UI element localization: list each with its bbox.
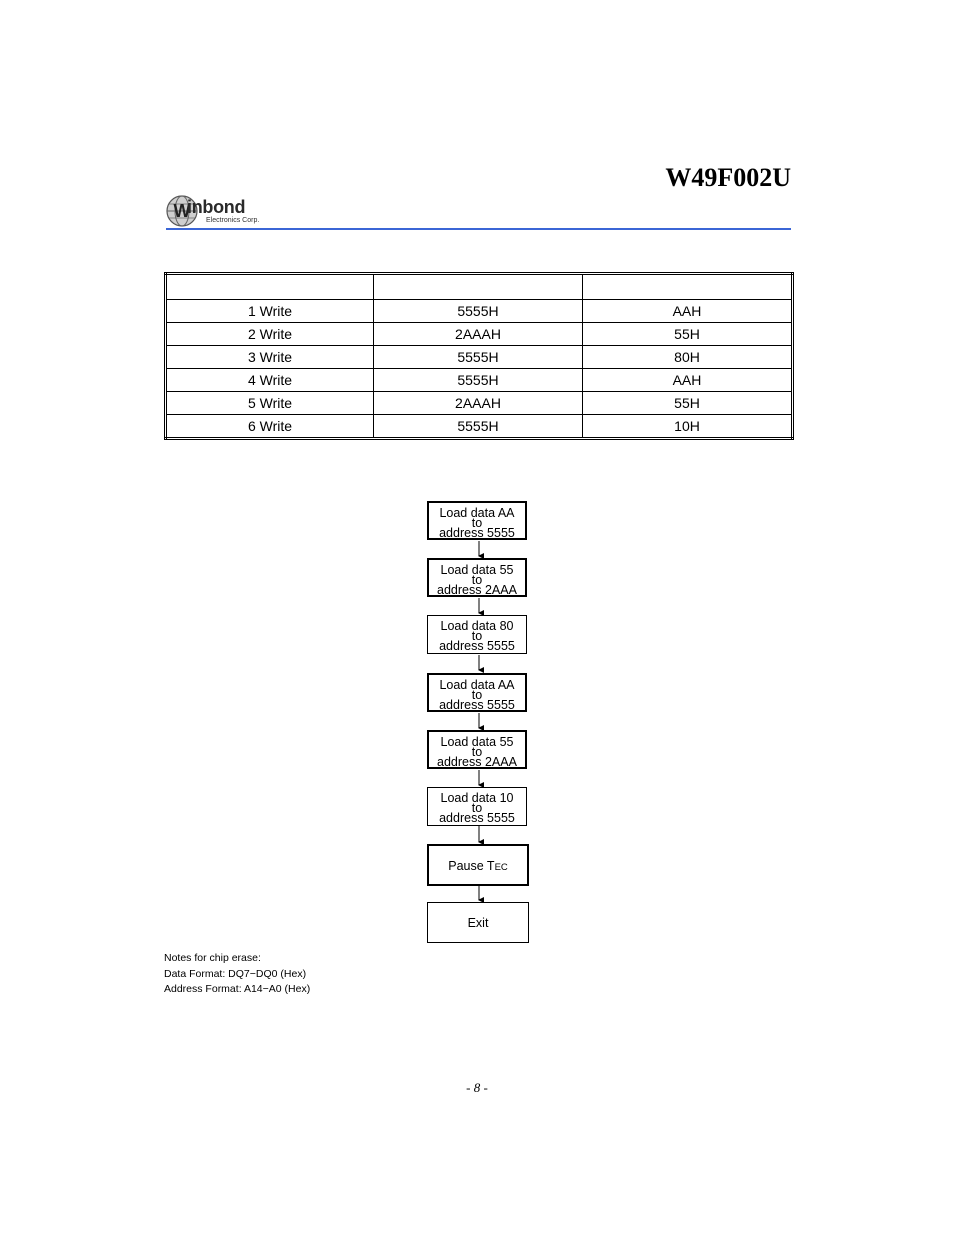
flow-step-load-aa-5555-2 [427,673,527,712]
step-line: address 2AAA [437,755,517,769]
flow-step-load-55-2aaa [427,558,527,597]
step-line: Load data 80 [440,619,514,633]
header-cell [166,274,374,300]
step-line: Load data 10 [440,791,514,805]
logo-wordmark: inbond [187,197,246,217]
step-line: address 5555 [439,698,515,712]
table-header-row [166,274,793,300]
table-cell: 2AAAH [374,392,583,415]
table-cell: 5555H [374,415,583,439]
step-line: to [471,629,483,643]
table-row [166,392,793,415]
command-sequence-table [164,272,794,440]
step-line: to [471,745,483,759]
table-row [166,300,793,323]
step-line: to [471,688,483,702]
step-line: Load data 55 [440,735,514,749]
table-cell: 5 Write [166,392,374,415]
step-line: Load data AA [439,678,515,692]
table-cell: 5555H [374,346,583,369]
table-cell: AAH [583,300,793,323]
header-cell [583,274,793,300]
table-cell: 55H [583,392,793,415]
table-cell: 2AAAH [374,323,583,346]
step-line: address 5555 [439,639,515,653]
notes-title: Notes for chip erase: [164,952,261,964]
pause-label [429,846,527,888]
exit-label: Exit [467,916,489,930]
table-cell: AAH [583,369,793,392]
header-rule [166,228,791,230]
chip-erase-notes [164,951,310,998]
flow-step-load-55-2aaa-2 [427,730,527,769]
header-cell [374,274,583,300]
table-cell: 1 Write [166,300,374,323]
table-row [166,369,793,392]
table-cell: 6 Write [166,415,374,439]
table-cell: 80H [583,346,793,369]
table-cell: 4 Write [166,369,374,392]
logo-subtitle: Electronics Corp. [206,217,260,224]
table-row [166,415,793,439]
pause-text: Pause T [448,859,495,873]
part-number-title: W49F002U [665,163,791,192]
table-cell: 5555H [374,369,583,392]
flow-step-load-80-5555 [427,615,527,654]
svg-text:W: W [173,201,191,221]
pause-subscript: EC [494,862,508,873]
table-row [166,323,793,346]
notes-data-format: Data Format: DQ7−DQ0 (Hex) [164,967,307,980]
table-cell: 10H [583,415,793,439]
notes-address-format: Address Format: A14−A0 (Hex) [164,983,311,995]
flow-step-exit [427,902,529,943]
table-cell: 3 Write [166,346,374,369]
step-line: address 5555 [439,811,515,825]
flow-step-load-aa-5555 [427,501,527,540]
page-number: - 8 - [466,1080,488,1095]
table-cell: 2 Write [166,323,374,346]
step-line: to [471,573,483,587]
winbond-logo [166,193,276,229]
step-line: address 2AAA [437,583,517,597]
step-line: to [471,516,483,530]
flow-step-load-10-5555 [427,787,527,826]
step-line: to [471,801,483,815]
table-row [166,346,793,369]
step-line: address 5555 [439,526,515,540]
table-cell: 5555H [374,300,583,323]
step-line: Load data 55 [440,563,514,577]
step-line: Load data AA [439,506,515,520]
flow-step-pause [427,844,529,886]
table-cell: 55H [583,323,793,346]
